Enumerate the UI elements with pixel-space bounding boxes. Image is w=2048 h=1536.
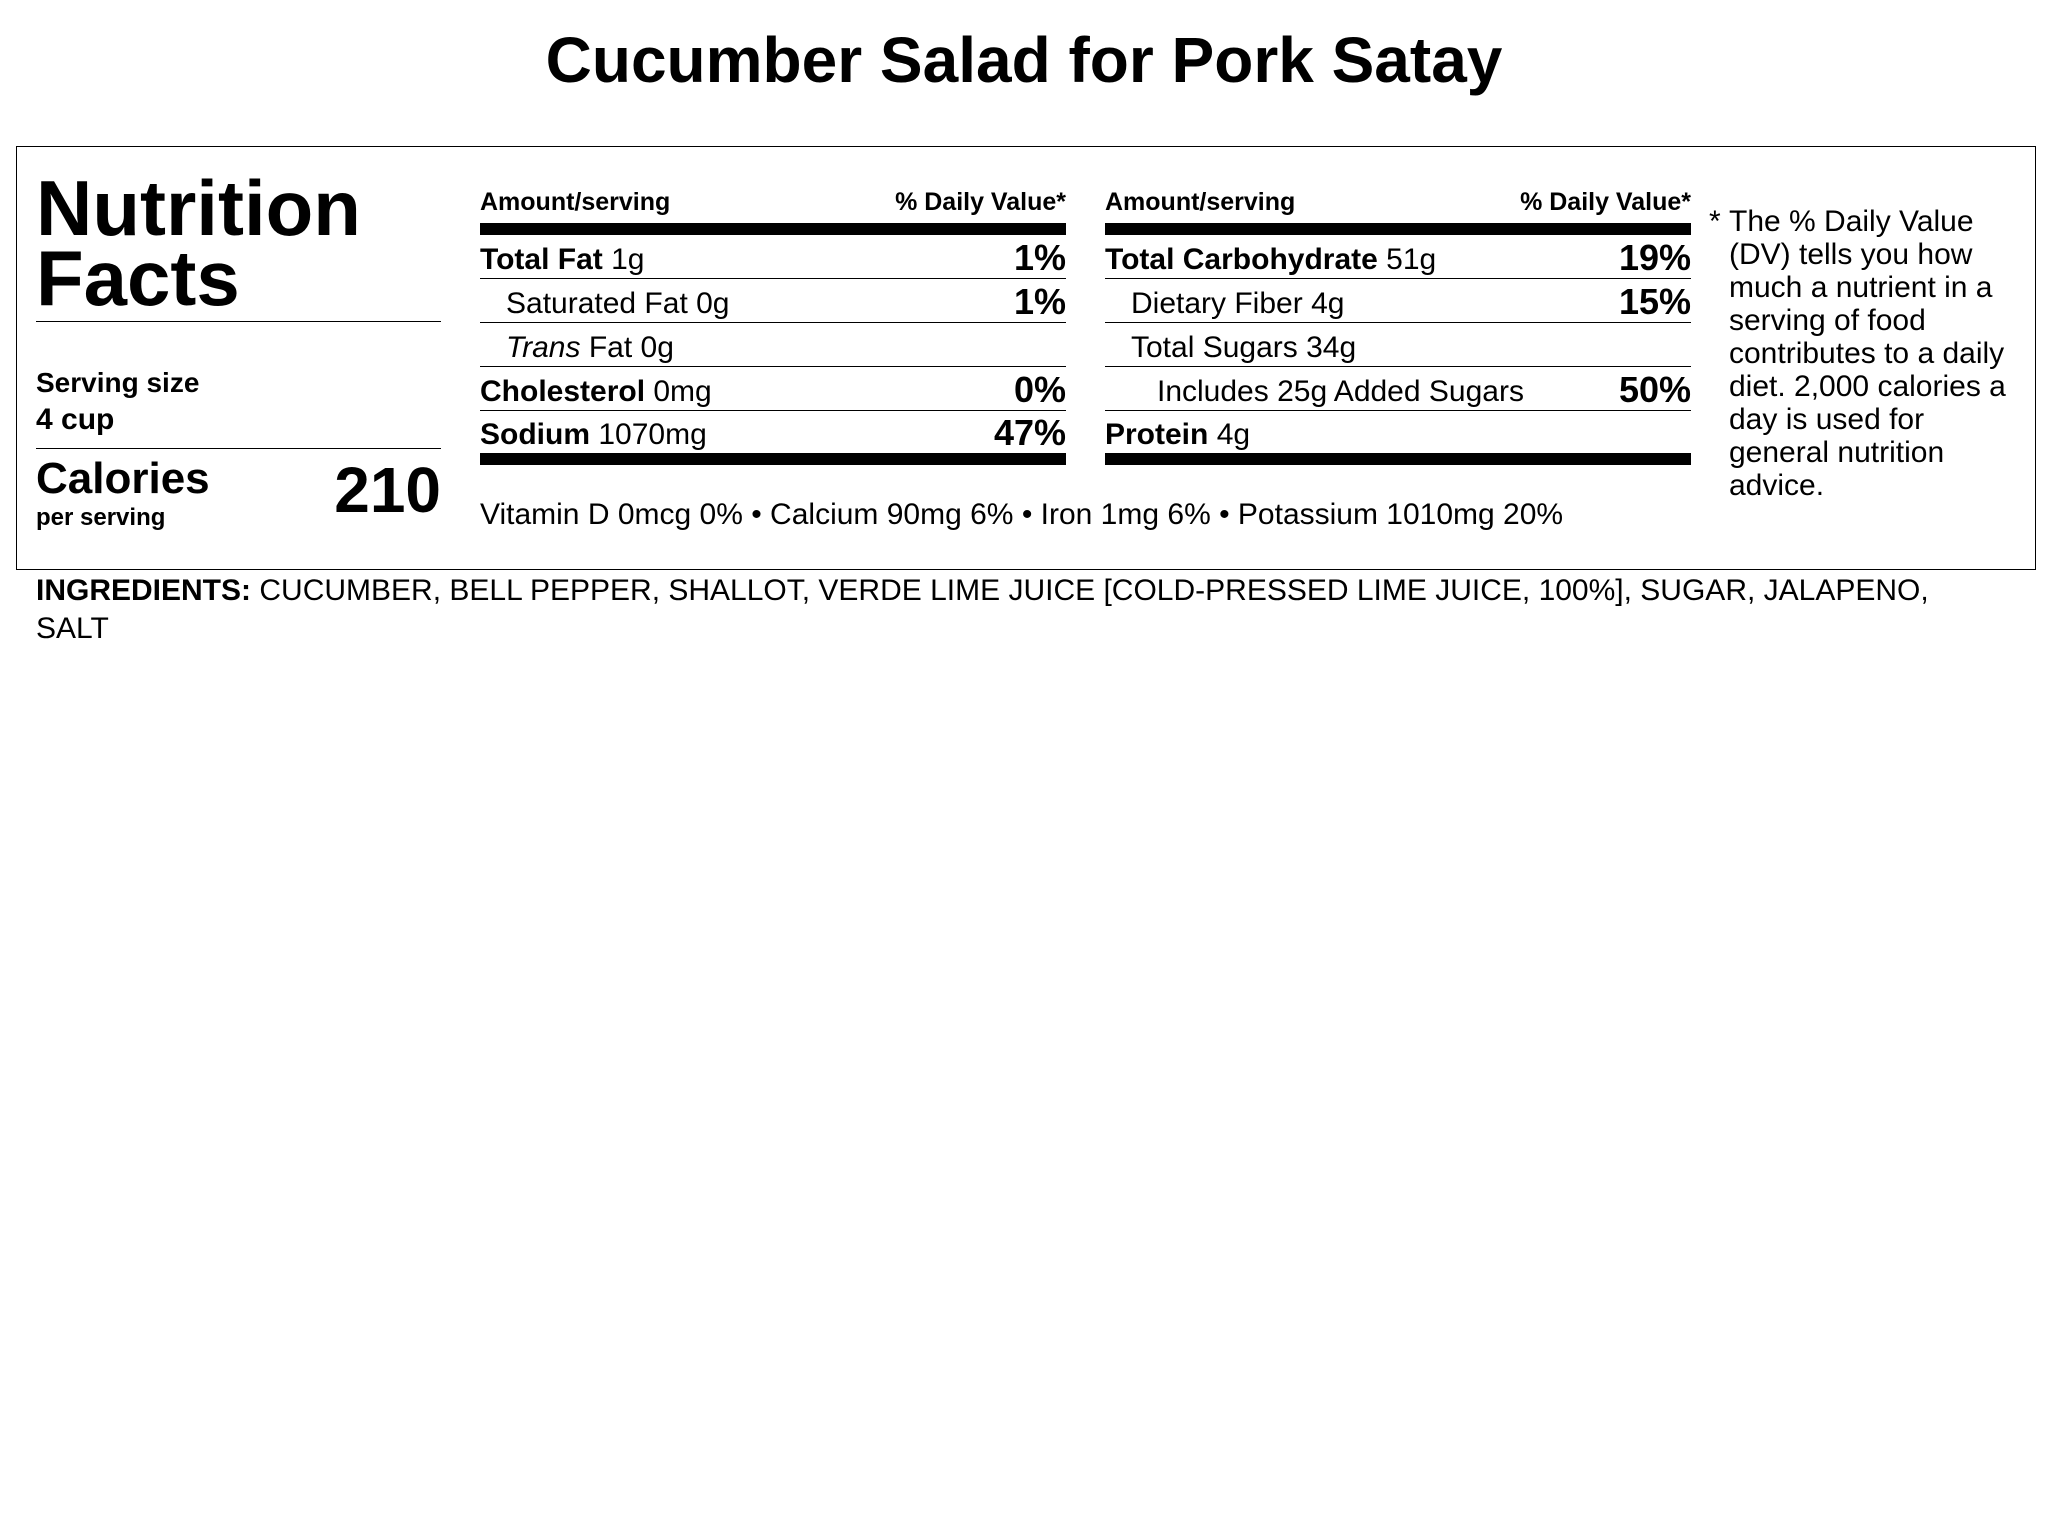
nutrient-amount: 0g bbox=[696, 287, 730, 320]
nutrient-amount: 0g bbox=[640, 331, 674, 364]
heading-line-2: Facts bbox=[36, 234, 240, 322]
nutrient-row-added-sugars bbox=[1105, 367, 1691, 411]
nutrient-row-total-fat bbox=[480, 235, 1066, 279]
vitamins-minerals-line: Vitamin D 0mcg 0% • Calcium 90mg 6% • Iron 1mg 6% • Potassium 1010mg 20% bbox=[480, 498, 1564, 531]
nutrient-amount: 4g bbox=[1216, 418, 1251, 451]
nutrient-name: Saturated Fat bbox=[506, 287, 688, 320]
label-summary bbox=[36, 164, 441, 531]
nutrient-name: Cholesterol bbox=[480, 375, 646, 408]
serving-size-label: Serving size bbox=[36, 367, 200, 398]
nutrient-row-total-sugars bbox=[1105, 323, 1691, 367]
nutrient-row-dietary-fiber bbox=[1105, 279, 1691, 323]
calories-value: 210 bbox=[334, 454, 441, 526]
amount-header: Amount/serving bbox=[1105, 188, 1296, 216]
ingredients-text: CUCUMBER, BELL PEPPER, SHALLOT, VERDE LIME JUICE [COLD-PRESSED LIME JUICE, 100%], SUGAR, JALAPENO, SALT bbox=[36, 574, 1929, 645]
nutrient-row-sodium bbox=[480, 411, 1066, 465]
daily-value-header: % Daily Value* bbox=[1520, 188, 1691, 216]
nutrient-name: Total Sugars bbox=[1131, 331, 1298, 364]
calories-sub-label: per serving bbox=[36, 504, 166, 531]
nutrient-amount: 0mg bbox=[653, 375, 712, 408]
column-header bbox=[480, 187, 1066, 235]
nutrient-row-saturated-fat bbox=[480, 279, 1066, 323]
nutrient-name: Sodium bbox=[480, 418, 590, 451]
serving-size-value: 4 cup bbox=[36, 400, 441, 449]
nutrient-amount: 51g bbox=[1386, 243, 1437, 276]
calories-label: Calories bbox=[36, 454, 210, 503]
nutrient-row-trans-fat bbox=[480, 323, 1066, 367]
nutrient-name: Fat bbox=[588, 331, 633, 364]
nutrient-row-cholesterol bbox=[480, 367, 1066, 411]
nutrient-dv: 1% bbox=[1013, 237, 1066, 278]
nutrient-name: Protein bbox=[1105, 418, 1209, 451]
nutrient-column-right bbox=[1105, 187, 1691, 465]
heading-line-1: Nutrition bbox=[36, 164, 361, 252]
nutrient-amount: 34g bbox=[1306, 331, 1357, 364]
nutrient-name: Total Carbohydrate bbox=[1105, 243, 1378, 276]
daily-value-header: % Daily Value* bbox=[895, 188, 1066, 216]
nutrition-facts-label bbox=[16, 146, 2036, 570]
nutrient-dv: 15% bbox=[1618, 281, 1691, 322]
amount-header: Amount/serving bbox=[480, 188, 671, 216]
nutrient-name: Total Fat bbox=[480, 243, 603, 276]
ingredients-label: INGREDIENTS: bbox=[36, 574, 252, 607]
nutrition-facts-heading bbox=[36, 164, 441, 322]
footnote-text: The % Daily Value (DV) tells you how much a nutrient in a serving of food contributes to a daily diet. 2,000 calories a day is used for general nutrition advice. bbox=[1729, 205, 2006, 502]
nutrient-name: Includes 25g Added Sugars bbox=[1157, 375, 1524, 408]
nutrient-amount: 1g bbox=[611, 243, 645, 276]
daily-value-footnote bbox=[1709, 205, 2029, 502]
nutrient-name: Dietary Fiber bbox=[1131, 287, 1303, 320]
nutrient-column-left bbox=[480, 187, 1066, 465]
nutrient-dv: 50% bbox=[1618, 369, 1691, 410]
nutrient-dv: 47% bbox=[993, 412, 1066, 453]
page-title: Cucumber Salad for Pork Satay bbox=[545, 24, 1503, 96]
nutrient-dv: 0% bbox=[1013, 369, 1066, 410]
nutrient-dv: 19% bbox=[1618, 237, 1691, 278]
nutrient-name-italic: Trans bbox=[506, 331, 581, 364]
column-header bbox=[1105, 187, 1691, 235]
ingredients-statement bbox=[36, 572, 1976, 648]
nutrient-row-total-carbohydrate bbox=[1105, 235, 1691, 279]
nutrient-dv: 1% bbox=[1013, 281, 1066, 322]
nutrient-row-protein bbox=[1105, 411, 1691, 465]
nutrient-amount: 1070mg bbox=[598, 418, 707, 451]
nutrient-amount: 4g bbox=[1311, 287, 1345, 320]
calories-row bbox=[36, 449, 441, 529]
footnote-asterisk: * bbox=[1709, 205, 1721, 238]
